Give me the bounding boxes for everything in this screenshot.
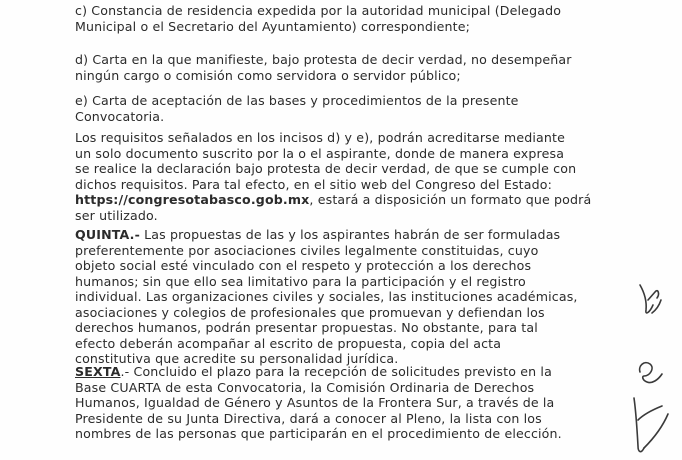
quinta-line-4: humanos; sin que ello sea limitativo para la participación y el registro xyxy=(75,273,526,289)
item-c-line-1: c) Constancia de residencia expedida por la autoridad municipal (Delegado xyxy=(75,3,562,18)
item-d-line-2: ningún cargo o comisión como servidora o servidor público; xyxy=(75,67,461,83)
item-e-line-1: e) Carta de aceptación de las bases y procedimientos de la presente xyxy=(75,93,519,108)
sexta-line-1-rest: .- Concluido el plazo para la recepción de solicitudes previsto en la xyxy=(120,364,552,379)
item-d-line-1: d) Carta en la que manifieste, bajo protesta de decir verdad, no desempeñar xyxy=(75,52,572,67)
item-c-paragraph xyxy=(75,3,608,34)
congreso-url-link[interactable]: https://congresotabasco.gob.mx xyxy=(75,192,310,207)
quinta-line-8: efecto deberán acompañar al escrito de propuesta, copia del acta xyxy=(75,335,502,351)
sexta-heading: SEXTA xyxy=(75,364,121,379)
requisitos-line-3: se realice la declaración bajo protesta de decir verdad, de que se cumple con xyxy=(75,161,577,176)
sexta-line-3: Humanos, Igualdad de Género y Asuntos de la Frontera Sur, a través de la xyxy=(75,395,555,410)
quinta-paragraph xyxy=(75,227,608,367)
item-d-paragraph xyxy=(75,52,608,83)
sexta-line-4: Presidente de su Junta Directiva, dará a conocer al Pleno, la lista con los xyxy=(75,410,542,426)
sexta-line-1 xyxy=(75,364,608,380)
quinta-line-9: constitutiva que acredite su personalidad jurídica. xyxy=(75,351,399,366)
requisitos-paragraph xyxy=(75,130,608,223)
sexta-paragraph xyxy=(75,364,608,442)
handwritten-signature xyxy=(622,0,682,460)
requisitos-line-5-rest: , estará a disposición un formato que podrá xyxy=(309,192,592,207)
requisitos-line-1: Los requisitos señalados en los incisos d) y e), podrán acreditarse mediante xyxy=(75,130,566,145)
quinta-line-2: preferentemente por asociaciones civiles legalmente constituidas, cuyo xyxy=(75,242,539,258)
sexta-line-5: nombres de las personas que participarán en el procedimiento de elección. xyxy=(75,426,562,441)
quinta-line-5: individual. Las organizaciones civiles y sociales, las instituciones académicas, xyxy=(75,289,578,304)
sexta-line-2: Base CUARTA de esta Convocatoria, la Comisión Ordinaria de Derechos xyxy=(75,379,535,395)
item-e-line-2: Convocatoria. xyxy=(75,108,165,124)
item-c-line-2: Municipal o el Secretario del Ayuntamiento) correspondiente; xyxy=(75,18,471,34)
quinta-heading: QUINTA.- xyxy=(75,227,140,242)
quinta-line-7: derechos humanos, podrán presentar propuestas. No obstante, para tal xyxy=(75,320,538,335)
requisitos-line-2: un solo documento suscrito por la o el aspirante, donde de manera expresa xyxy=(75,145,565,161)
requisitos-line-6: ser utilizado. xyxy=(75,207,158,223)
quinta-line-6: asociaciones y colegios de profesionales que promuevan y defiendan los xyxy=(75,304,545,320)
quinta-line-1 xyxy=(75,227,608,243)
quinta-line-1-rest: Las propuestas de las y los aspirantes habrán de ser formuladas xyxy=(139,227,561,242)
requisitos-line-5 xyxy=(75,192,608,208)
requisitos-line-4: dichos requisitos. Para tal efecto, en el sitio web del Congreso del Estado: xyxy=(75,176,552,192)
quinta-line-3: objeto social esté vinculado con el respeto y protección a los derechos xyxy=(75,258,532,273)
item-e-paragraph xyxy=(75,93,608,124)
